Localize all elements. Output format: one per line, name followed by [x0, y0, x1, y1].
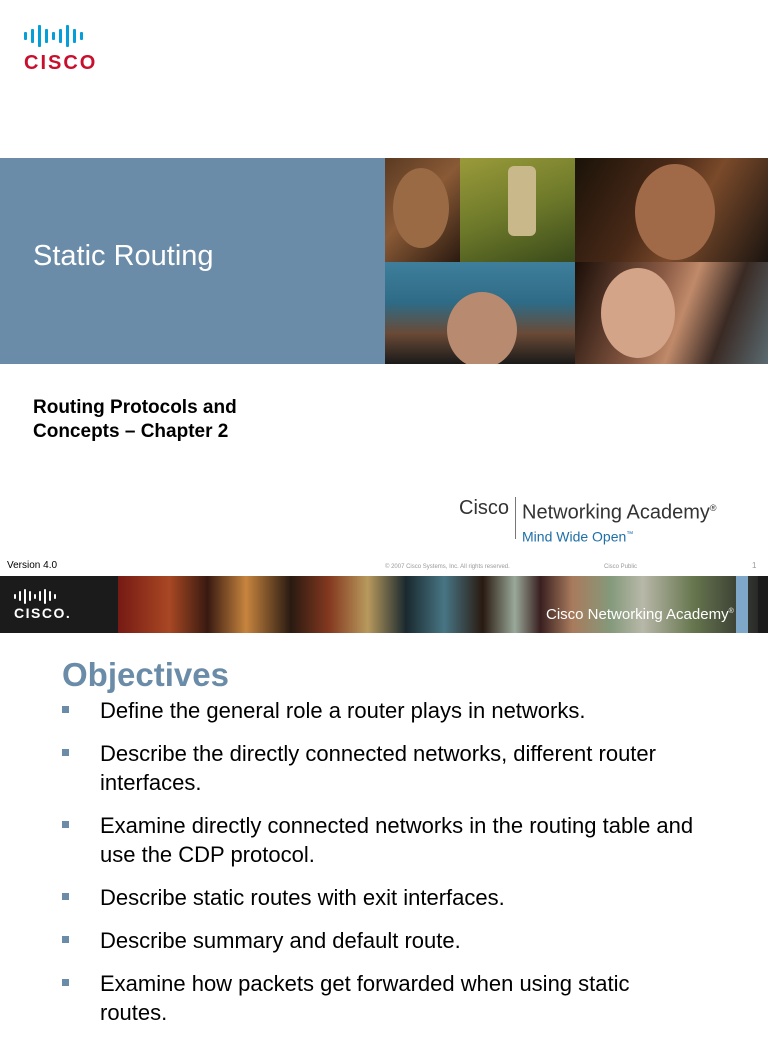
- classification-label: Cisco Public: [604, 564, 638, 570]
- photo-man-smiling: [575, 158, 768, 262]
- list-item-text: Examine directly connected networks in the routing table and use the CDP protocol.: [100, 813, 694, 867]
- objectives-list: [62, 696, 702, 1041]
- academy-tagline: [522, 526, 717, 546]
- bullet-square-icon: [62, 936, 69, 943]
- photo-collage: [385, 158, 768, 364]
- list-item: [62, 969, 702, 1027]
- objectives-slide: [0, 576, 768, 1024]
- list-item-text: Examine how packets get forwarded when using static routes.: [100, 971, 630, 1025]
- slide-title: Static Routing: [33, 240, 214, 272]
- trademark-mark: ™: [626, 530, 634, 538]
- subtitle-line-1: Routing Protocols and: [33, 397, 237, 418]
- bullet-square-icon: [62, 749, 69, 756]
- cisco-logo: [24, 24, 120, 76]
- cisco-bars-icon: [24, 24, 120, 48]
- slide-subtitle: [33, 396, 353, 444]
- academy-divider: [515, 497, 516, 539]
- list-item-text: Describe summary and default route.: [100, 928, 461, 953]
- banner-photo-strip: [118, 576, 758, 633]
- registered-mark: ®: [709, 503, 717, 513]
- list-item-text: Define the general role a router plays in networks.: [100, 698, 586, 723]
- photo-hooded-person: [385, 262, 575, 364]
- banner-academy-name: Cisco Networking Academy: [546, 606, 729, 623]
- bullet-square-icon: [62, 893, 69, 900]
- banner-accent-strip: [736, 576, 748, 633]
- subtitle-line-2: Concepts – Chapter 2: [33, 421, 229, 442]
- networking-academy-logo: [459, 495, 717, 545]
- academy-name-text: Networking Academy: [522, 501, 710, 524]
- banner-registered-mark: ®: [728, 608, 734, 615]
- photo-woman-smiling: [575, 262, 768, 364]
- list-item: [62, 926, 702, 955]
- objectives-title: Objectives: [62, 656, 229, 693]
- academy-brand: Cisco: [459, 497, 510, 519]
- banner-cisco-wordmark: CISCO.: [14, 605, 72, 621]
- version-label: Version 4.0: [7, 560, 58, 571]
- photo-young-man: [385, 158, 460, 262]
- academy-name: [522, 495, 717, 526]
- academy-tagline-text: Mind Wide Open: [522, 528, 627, 545]
- list-item-text: Describe static routes with exit interfaces.: [100, 885, 505, 910]
- bullet-square-icon: [62, 821, 69, 828]
- list-item: [62, 883, 702, 912]
- photo-skateboard: [460, 158, 575, 262]
- list-item: [62, 811, 702, 869]
- copyright-notice: © 2007 Cisco Systems, Inc. All rights reserved.: [385, 564, 510, 570]
- page-number: 1: [752, 561, 757, 570]
- list-item: [62, 739, 702, 797]
- bullet-square-icon: [62, 979, 69, 986]
- list-item: [62, 696, 702, 725]
- banner-cisco-logo: [14, 588, 71, 621]
- bullet-square-icon: [62, 706, 69, 713]
- list-item-text: Describe the directly connected networks, different router interfaces.: [100, 741, 656, 795]
- banner-cisco-bars-icon: [14, 588, 71, 604]
- banner-academy-text: [546, 606, 734, 623]
- header-banner: [0, 576, 768, 633]
- cisco-wordmark: CISCO: [24, 52, 98, 74]
